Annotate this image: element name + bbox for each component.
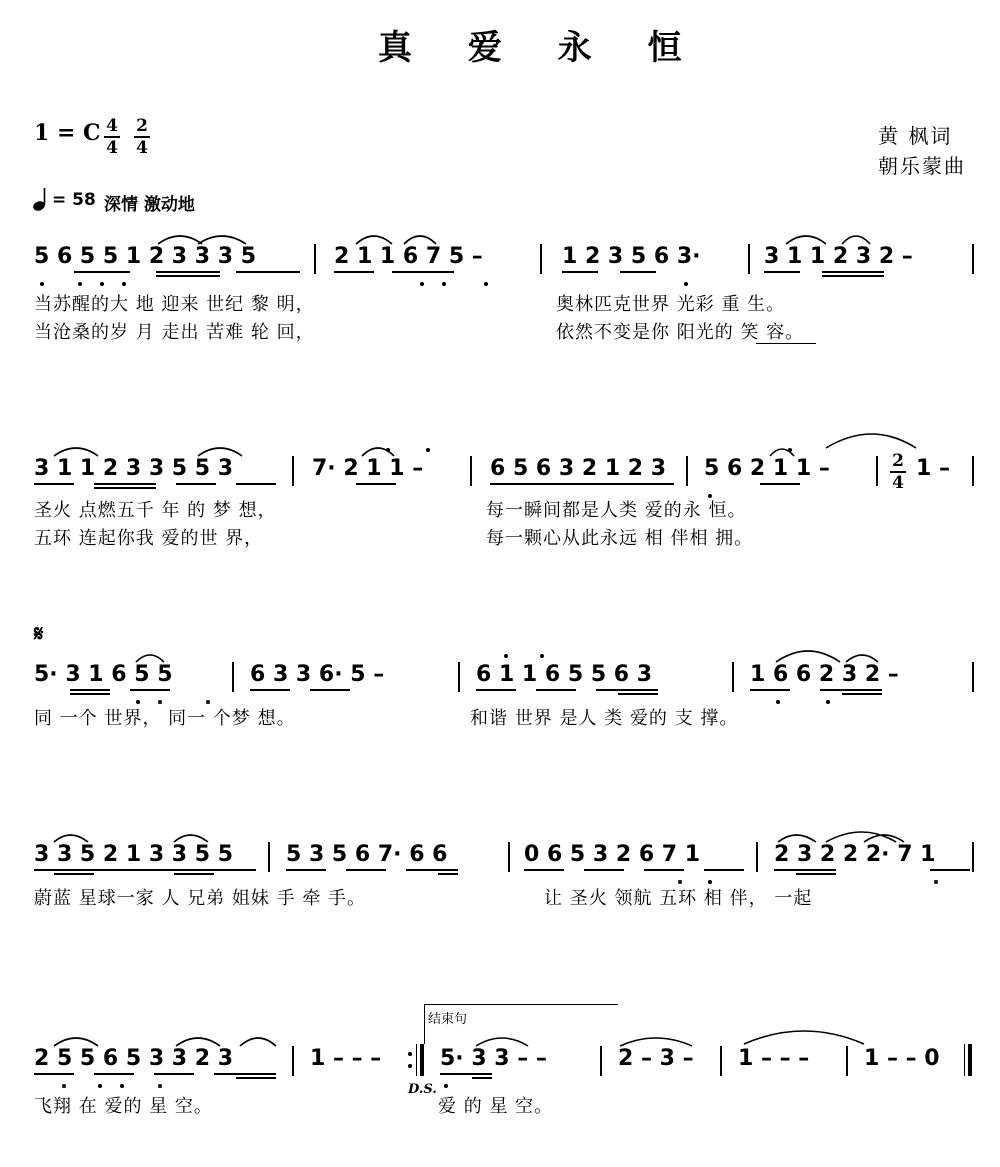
slur bbox=[826, 434, 916, 448]
lyric-line: 和谐 世界 是人 类 爱的 支 撑。 bbox=[470, 708, 739, 729]
slur bbox=[198, 448, 242, 456]
lyric-line: 当苏醒的大 地 迎来 世纪 黎 明， bbox=[34, 294, 315, 315]
composer-credit: 朝乐蒙曲 bbox=[878, 154, 966, 178]
lyricist-credit: 黄 枫词 bbox=[878, 124, 953, 148]
notes-measure: 2 1 1 6 7 5 – bbox=[334, 244, 483, 269]
time-sig-denominator: 4 bbox=[892, 473, 904, 493]
notes-measure: 5 3 5 6 7· 6 6 bbox=[286, 842, 448, 867]
lyric-line: 每一颗心从此永远 相 伴相 拥。 bbox=[486, 528, 754, 549]
slur bbox=[842, 236, 870, 244]
slur bbox=[786, 236, 826, 244]
slur bbox=[240, 1038, 276, 1046]
slur bbox=[198, 236, 246, 244]
slur bbox=[362, 448, 394, 456]
slur bbox=[770, 449, 794, 456]
time-sig-numerator: 2 bbox=[136, 116, 148, 136]
lyric-line: 爱 的 星 空。 bbox=[438, 1096, 554, 1117]
ds-marking: D.S. bbox=[408, 1082, 437, 1097]
time-sig-denominator: 4 bbox=[106, 138, 118, 158]
time-sig-denominator: 4 bbox=[136, 138, 148, 158]
slur bbox=[620, 1038, 692, 1046]
notes-measure: 7· 2 1 1 – bbox=[312, 456, 424, 481]
notes-measure: 1 – – – bbox=[310, 1046, 382, 1071]
slur bbox=[54, 448, 98, 456]
notes-measure: 1 – – 0 bbox=[864, 1046, 940, 1071]
slur bbox=[776, 651, 840, 662]
notes-measure: 5· 3 3 – – bbox=[440, 1046, 547, 1071]
expression-marking: 深情 激动地 bbox=[104, 195, 195, 215]
notes-measure: 5· 3 1 6 5 5 bbox=[34, 662, 173, 687]
lyric-line: 依然不变是你 阳光的 笑 容。 bbox=[556, 322, 805, 343]
notes-measure: 2 3 2 2 2· 7 1 bbox=[774, 842, 936, 867]
slur bbox=[158, 236, 202, 244]
slur bbox=[136, 655, 164, 662]
slur bbox=[404, 236, 436, 244]
slur bbox=[846, 655, 878, 662]
notes-measure: 5 6 2 1 1 – bbox=[704, 456, 830, 481]
notes-measure: 6 5 6 3 2 1 2 3 bbox=[490, 456, 667, 481]
notes-measure: 1 – – – bbox=[738, 1046, 810, 1071]
time-sig-numerator: 2 bbox=[892, 451, 904, 471]
notes-measure: 1 2 3 5 6 3· bbox=[562, 244, 701, 269]
lyric-line: 飞翔 在 爱的 星 空。 bbox=[34, 1096, 213, 1117]
lyric-line: 圣火 点燃五千 年 的 梦 想， bbox=[34, 500, 277, 521]
slur bbox=[778, 835, 816, 842]
notes-measure: 0 6 5 3 2 6 7 1 bbox=[524, 842, 701, 867]
lyric-line: 五环 连起你我 爱的世 界， bbox=[34, 528, 264, 549]
time-sig-numerator: 4 bbox=[106, 116, 118, 136]
lyric-line: 奥林匹克世界 光彩 重 生。 bbox=[556, 294, 786, 315]
lyric-line: 每一瞬间都是人类 爱的永 恒。 bbox=[486, 500, 747, 521]
notes-measure: 2 – 3 – bbox=[618, 1046, 694, 1071]
notes-measure: 2 5 5 6 5 3 3 2 3 bbox=[34, 1046, 234, 1071]
notes-measure: 3 1 1 2 3 3 5 5 3 bbox=[34, 456, 234, 481]
slur bbox=[54, 1038, 98, 1046]
slur bbox=[356, 236, 392, 244]
notes-measure: 3 1 1 2 3 2 – bbox=[764, 244, 913, 269]
slur bbox=[744, 1031, 864, 1044]
lyric-line: 当沧桑的岁 月 走出 苦难 轮 回， bbox=[34, 322, 315, 343]
slur bbox=[174, 835, 208, 842]
slur bbox=[476, 1038, 528, 1046]
notes-measure: 1 6 6 2 3 2 – bbox=[750, 662, 899, 687]
notes-measure: 3 3 5 2 1 3 3 5 5 bbox=[34, 842, 234, 867]
slur bbox=[826, 832, 896, 842]
segno-icon: 𝄋 bbox=[34, 622, 44, 647]
slur bbox=[176, 1038, 220, 1046]
ending-label: 结束句 bbox=[428, 1012, 468, 1027]
lyric-line: 让 圣火 领航 五环 相 伴， 一起 bbox=[544, 888, 813, 909]
notes-measure: 6 3 3 6· 5 – bbox=[250, 662, 385, 687]
song-title: 真 爱 永 恒 bbox=[378, 28, 704, 68]
notes-measure: 5 6 5 5 1 2 3 3 3 5 bbox=[34, 244, 257, 269]
tempo-marking: = 58 bbox=[52, 190, 96, 210]
key-signature: 1 = C bbox=[34, 120, 101, 146]
lyric-line: 同 一个 世界， 同一 个梦 想。 bbox=[34, 708, 296, 729]
slur bbox=[54, 835, 88, 842]
lyric-line: 蔚蓝 星球一家 人 兄弟 姐妹 手 牵 手。 bbox=[34, 888, 367, 909]
notes-measure: 6 1 1 6 5 5 6 3 bbox=[476, 662, 653, 687]
notes-measure: 1 – bbox=[916, 456, 950, 481]
